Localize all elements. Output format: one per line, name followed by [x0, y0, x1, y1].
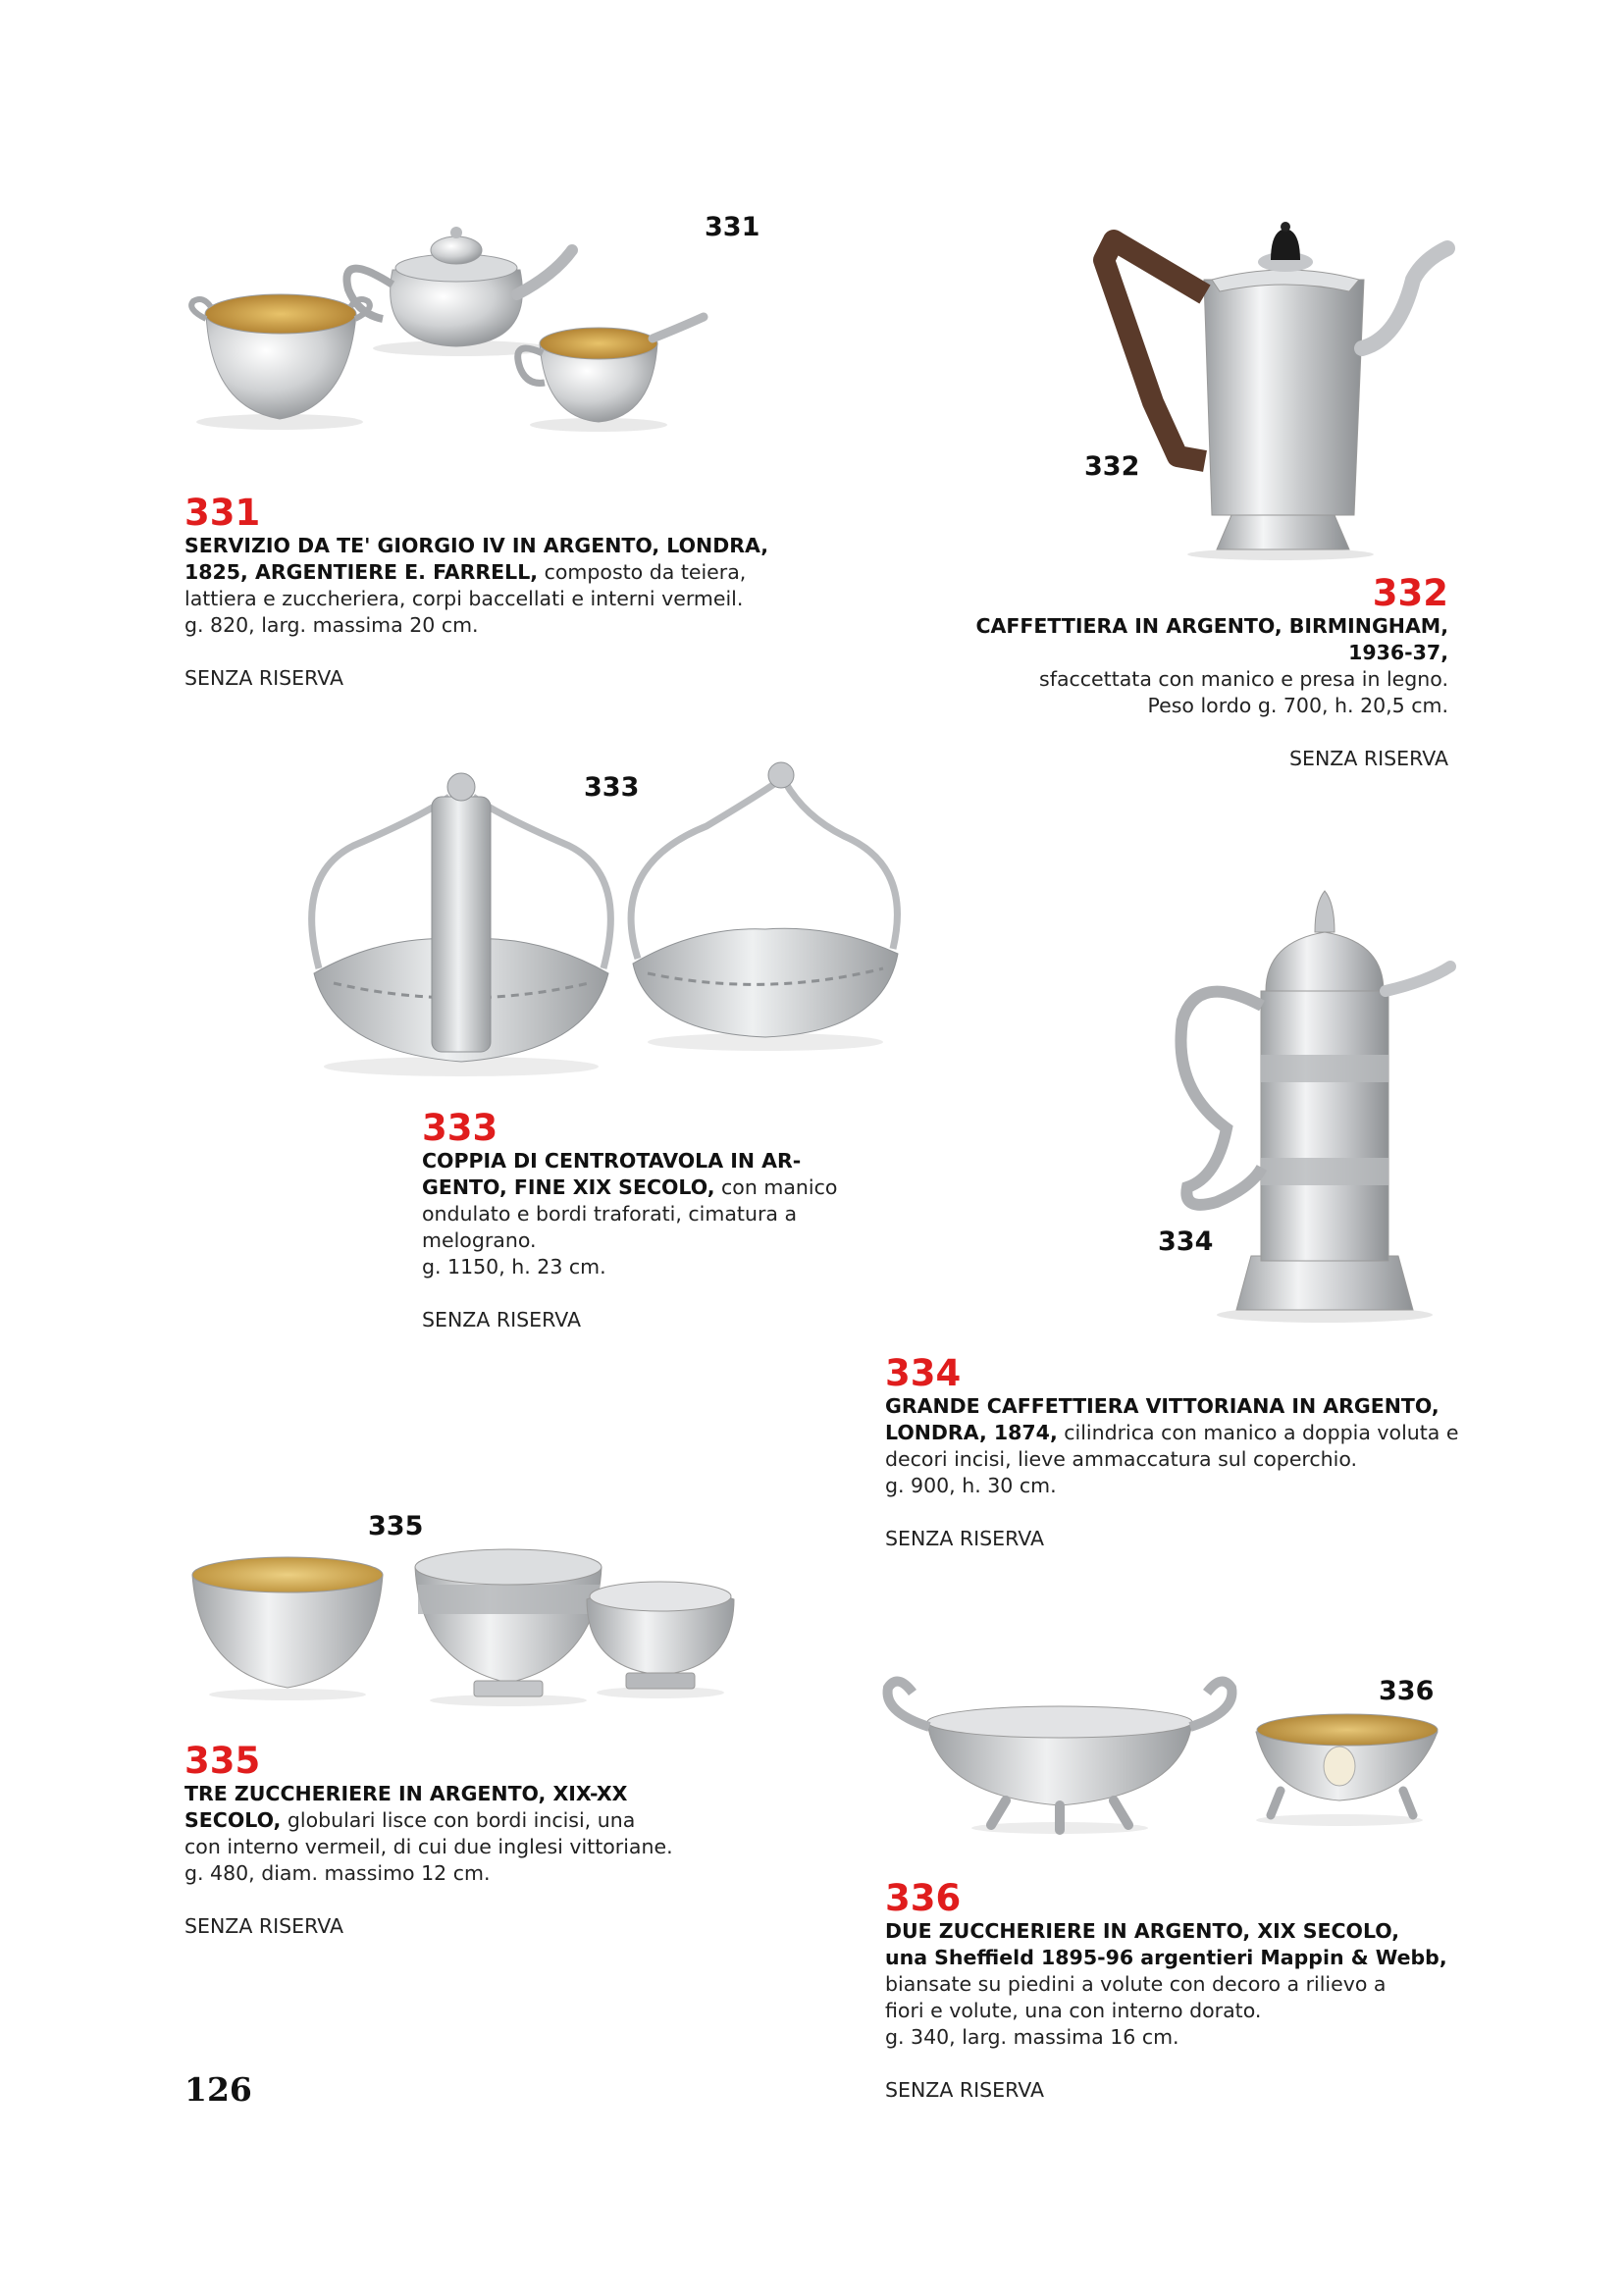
lot-title-line: 1825, ARGENTIERE E. FARRELL, — [184, 560, 539, 584]
lot-desc-line: fiori e volute, una con interno dorato. — [885, 1999, 1262, 2022]
lot-number: 335 — [184, 1740, 261, 1782]
lot-title-line: GRANDE CAFFETTIERA VITTORIANA IN ARGENTO, — [885, 1394, 1440, 1418]
lot-title-line: SECOLO, — [184, 1808, 282, 1832]
lot-desc-line: g. 820, larg. massima 20 cm. — [184, 613, 479, 637]
lot-title-line: CAFFETTIERA IN ARGENTO, BIRMINGHAM, — [975, 614, 1448, 638]
lot-title-line: COPPIA DI CENTROTAVOLA IN AR- — [422, 1149, 802, 1173]
photo-label-333: 333 — [584, 772, 640, 803]
lot-desc-line: Peso lordo g. 700, h. 20,5 cm. — [1147, 694, 1448, 717]
lot-title-tail: cilindrica con manico a doppia voluta e — [1057, 1421, 1459, 1444]
photo-label-335: 335 — [368, 1511, 424, 1541]
centerpieces-image — [294, 757, 922, 1081]
lot-336 — [885, 1879, 1474, 2104]
photo-label-332: 332 — [1084, 451, 1140, 482]
lot-title-line: 1936-37, — [1348, 641, 1448, 664]
lot-title-line: una Sheffield 1895-96 argentieri Mappin & Webb, — [885, 1946, 1447, 1969]
lot-desc-line: biansate su piedini a volute con decoro a rilievo a — [885, 1972, 1387, 1996]
photo-label-334: 334 — [1158, 1226, 1214, 1257]
lot-title-line: SERVIZIO DA TE' GIORGIO IV IN ARGENTO, LONDRA, — [184, 534, 769, 557]
lot-332 — [844, 574, 1448, 772]
lot-333 — [422, 1109, 883, 1333]
photo-label-336: 336 — [1379, 1676, 1435, 1706]
sugar-bowls-image — [184, 1545, 734, 1702]
photo-label-331: 331 — [705, 212, 760, 242]
lot-title-tail: globulari lisce con bordi incisi, una — [281, 1808, 636, 1832]
two-sugar-bowls-image — [868, 1673, 1457, 1835]
lot-note: SENZA RISERVA — [184, 666, 343, 690]
lot-number: 332 — [1372, 572, 1448, 614]
lot-title-tail: composto da teiera, — [538, 560, 747, 584]
lot-desc-line: sfaccettata con manico e presa in legno. — [1039, 667, 1448, 691]
lot-title-line: DUE ZUCCHERIERE IN ARGENTO, XIX SECOLO, — [885, 1919, 1400, 1943]
lot-number: 333 — [422, 1107, 498, 1149]
lot-number: 331 — [184, 492, 261, 534]
lot-331 — [184, 494, 793, 692]
lot-note: SENZA RISERVA — [885, 2078, 1044, 2102]
lot-desc-line: ondulato e bordi traforati, cimatura a — [422, 1202, 798, 1226]
lot-desc-line: con interno vermeil, di cui due inglesi vittoriane. — [184, 1835, 673, 1858]
tea-set-image — [182, 211, 711, 437]
lot-title-line: LONDRA, 1874, — [885, 1421, 1058, 1444]
lot-note: SENZA RISERVA — [885, 1527, 1044, 1550]
lot-note: SENZA RISERVA — [1289, 747, 1448, 770]
page-number: 126 — [184, 2070, 252, 2109]
lot-desc-line: melograno. — [422, 1228, 537, 1252]
coffee-pot-image — [1084, 221, 1457, 559]
lot-title-line: TRE ZUCCHERIERE IN ARGENTO, XIX-XX — [184, 1782, 628, 1805]
lot-desc-line: lattiera e zuccheriera, corpi baccellati e interni vermeil. — [184, 587, 744, 610]
lot-desc-line: g. 900, h. 30 cm. — [885, 1474, 1057, 1497]
lot-number: 336 — [885, 1877, 962, 1919]
lot-number: 334 — [885, 1352, 962, 1394]
victorian-coffee-pot-image — [1158, 873, 1452, 1325]
lot-note: SENZA RISERVA — [184, 1914, 343, 1938]
lot-desc-line: g. 480, diam. massimo 12 cm. — [184, 1861, 491, 1885]
lot-334 — [885, 1354, 1474, 1552]
lot-title-tail: con manico — [714, 1175, 838, 1199]
lot-desc-line: g. 340, larg. massima 16 cm. — [885, 2025, 1179, 2049]
lot-desc-line: decori incisi, lieve ammaccatura sul coperchio. — [885, 1447, 1358, 1471]
lot-335 — [184, 1742, 734, 1940]
lot-note: SENZA RISERVA — [422, 1308, 581, 1331]
lot-title-line: GENTO, FINE XIX SECOLO, — [422, 1175, 715, 1199]
lot-desc-line: g. 1150, h. 23 cm. — [422, 1255, 606, 1278]
